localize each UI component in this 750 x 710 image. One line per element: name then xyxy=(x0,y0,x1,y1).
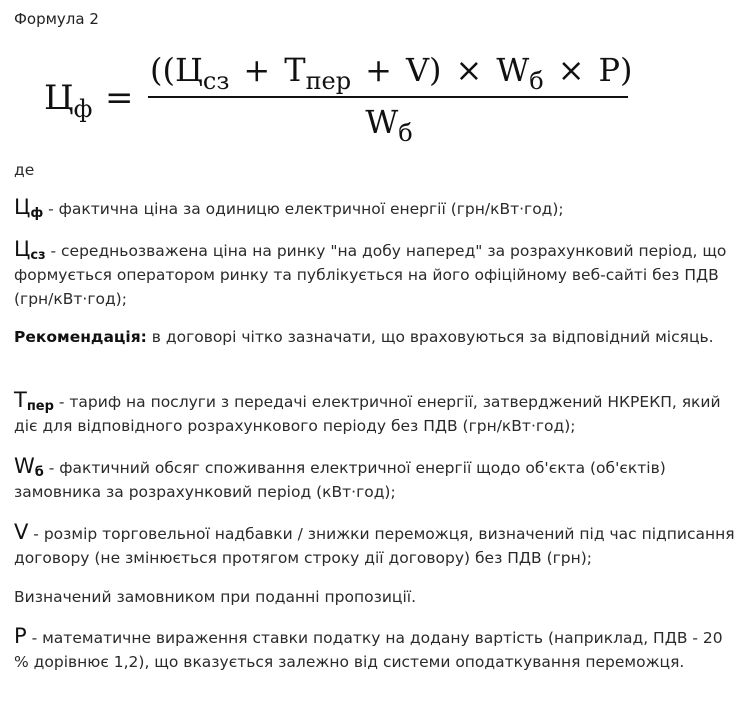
lhs-subscript: ф xyxy=(73,95,93,123)
sym-cf xyxy=(14,195,43,219)
recommendation xyxy=(14,325,740,349)
num-sub-cz: сз xyxy=(202,67,230,95)
def-actual-price-text: - фактична ціна за одиницю електричної енергії (грн/кВт·год); xyxy=(43,200,564,218)
def-vat-rate xyxy=(14,624,740,674)
formula-caption: Формула 2 xyxy=(14,10,99,28)
num-t-symbol: Т xyxy=(284,51,306,89)
num-open: ((Ц xyxy=(150,51,203,89)
def-weighted-price xyxy=(14,237,740,311)
num-v-part: V) xyxy=(405,51,442,89)
def-weighted-price-text: - середньозважена ціна на ринку "на добу наперед" за розрахунковий період, що формується оператором ринку та публікується на його офіційному веб-сайті без ПДВ (грн/кВт·год); xyxy=(14,242,727,308)
def-transmission-tariff xyxy=(14,388,740,438)
den-subscript: б xyxy=(398,119,413,147)
where-label: де xyxy=(14,161,35,179)
sym-wb-letter: W xyxy=(14,454,35,478)
def-markup xyxy=(14,520,740,570)
def-transmission-tariff-text: - тариф на послуги з передачі електричної енергії, затверджений НКРЕКП, який діє для відповідного розрахункового періоду без ПДВ (грн/кВт·год); xyxy=(14,393,721,435)
num-plus-2: + xyxy=(365,51,392,89)
den-symbol: W xyxy=(365,103,399,141)
recommendation-text: в договорі чітко зазначати, що враховуються за відповідний місяць. xyxy=(146,328,714,346)
price-formula xyxy=(0,50,750,150)
formula-numerator xyxy=(150,50,633,95)
sym-wb xyxy=(14,454,44,478)
sym-tper-letter: Т xyxy=(14,388,27,412)
def-consumption-volume xyxy=(14,454,740,504)
num-plus-1: + xyxy=(243,51,271,89)
sym-ccz-letter: Ц xyxy=(14,237,31,261)
formula-lhs xyxy=(44,78,93,123)
num-times-2: × xyxy=(557,51,585,89)
recommendation-label: Рекомендація: xyxy=(14,328,147,346)
sym-v: V xyxy=(14,520,29,544)
num-t-sub: пер xyxy=(305,67,352,95)
num-w-sub: б xyxy=(529,67,544,95)
sym-ccz-sub: сз xyxy=(30,248,46,263)
formula-equals: = xyxy=(105,78,134,118)
sym-cf-sub: ф xyxy=(30,206,44,221)
lhs-symbol: Ц xyxy=(44,78,74,118)
formula-denominator xyxy=(150,102,628,147)
sym-tper xyxy=(14,388,54,412)
def-actual-price xyxy=(14,195,740,221)
fraction-bar xyxy=(148,96,628,98)
num-times-1: × xyxy=(455,51,483,89)
num-p-part: P) xyxy=(598,51,633,89)
num-w-symbol: W xyxy=(496,51,530,89)
determined-note: Визначений замовником при поданні пропозиції. xyxy=(14,588,416,606)
def-consumption-volume-text: - фактичний обсяг споживання електричної енергії щодо об'єкта (об'єктів) замовника за розрахунковий період (кВт·год); xyxy=(14,459,666,501)
sym-p: Р xyxy=(14,624,27,648)
sym-tper-sub: пер xyxy=(26,399,54,414)
sym-cf-letter: Ц xyxy=(14,195,31,219)
def-vat-rate-text: - математичне вираження ставки податку на додану вартість (наприклад, ПДВ - 20 % дорівнює 1,2), що вказується залежно від системи оподаткування переможця. xyxy=(14,629,723,671)
sym-ccz xyxy=(14,237,46,261)
sym-wb-sub: б xyxy=(34,465,44,480)
def-markup-text: - розмір торговельної надбавки / знижки переможця, визначений під час підписання договору (не змінюється протягом строку дії договору) без ПДВ (грн); xyxy=(14,525,735,567)
